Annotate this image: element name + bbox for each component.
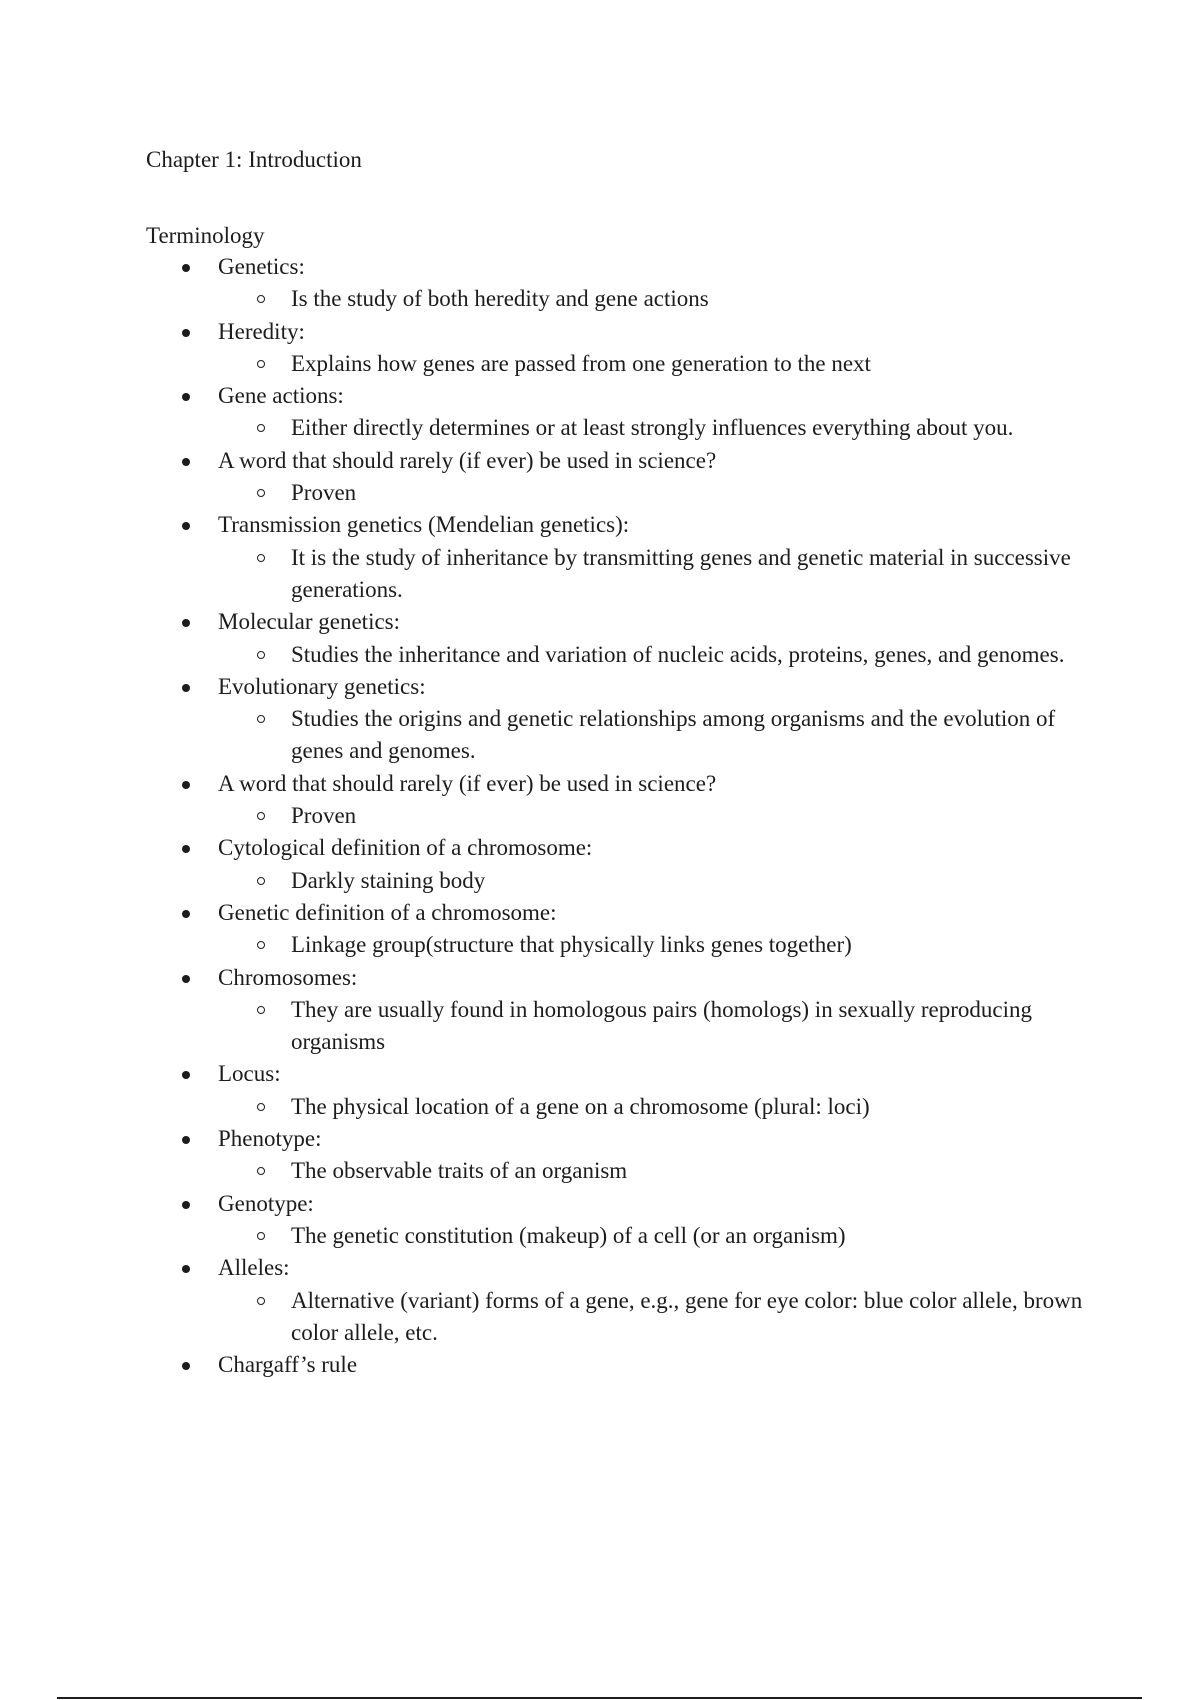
term-item	[146, 1252, 1086, 1349]
term-label: Transmission genetics (Mendelian genetics):	[218, 512, 630, 538]
hollow-bullet-icon	[257, 877, 265, 885]
bullet-icon	[182, 684, 190, 692]
term-label: Gene actions:	[218, 383, 344, 409]
definition-list	[218, 542, 1086, 607]
term-item	[146, 1123, 1086, 1188]
definition-list	[218, 412, 1086, 444]
bullet-icon	[182, 1136, 190, 1144]
term-label: Chromosomes:	[218, 964, 358, 990]
definition-item	[218, 283, 1086, 315]
hollow-bullet-icon	[257, 489, 265, 497]
term-item	[146, 251, 1086, 316]
term-item	[146, 1188, 1086, 1253]
bullet-icon	[182, 845, 190, 853]
definition-item	[218, 929, 1086, 961]
term-label: Genetics:	[218, 254, 305, 279]
definition-list	[218, 865, 1086, 897]
definition-text: The physical location of a gene on a chromosome (plural: loci)	[291, 1093, 870, 1119]
bullet-icon	[182, 458, 190, 466]
bullet-icon	[182, 1362, 190, 1370]
definition-item	[218, 542, 1086, 607]
definition-item	[218, 1285, 1086, 1350]
definition-item	[218, 994, 1086, 1059]
definition-text: Proven	[291, 803, 357, 829]
chapter-title: Chapter 1: Introduction	[146, 147, 362, 172]
term-item	[146, 380, 1086, 445]
bullet-icon	[182, 1265, 190, 1273]
definition-item	[218, 1155, 1086, 1187]
hollow-bullet-icon	[257, 424, 265, 432]
term-item	[146, 768, 1086, 833]
definition-item	[218, 412, 1086, 444]
hollow-bullet-icon	[257, 651, 265, 659]
definition-list	[218, 929, 1086, 961]
hollow-bullet-icon	[257, 1103, 265, 1111]
hollow-bullet-icon	[257, 1006, 265, 1014]
term-label: Locus:	[218, 1061, 281, 1087]
term-item	[146, 445, 1086, 510]
definition-text: Either directly determines or at least strongly influences everything about you.	[291, 415, 1014, 441]
bullet-icon	[182, 1201, 190, 1209]
definition-list	[218, 283, 1086, 315]
definition-list	[218, 703, 1086, 768]
definition-list	[218, 639, 1086, 671]
definition-list	[218, 1285, 1086, 1350]
hollow-bullet-icon	[257, 360, 265, 368]
term-item	[146, 832, 1086, 897]
term-label: Evolutionary genetics:	[218, 673, 426, 699]
hollow-bullet-icon	[257, 554, 265, 562]
term-item	[146, 509, 1086, 606]
term-label: Alleles:	[218, 1255, 290, 1281]
definition-text: Studies the inheritance and variation of nucleic acids, proteins, genes, and genomes.	[291, 641, 1065, 667]
term-label: Genotype:	[218, 1190, 314, 1216]
bullet-icon	[182, 329, 190, 337]
term-label: Cytological definition of a chromosome:	[218, 835, 593, 861]
definition-text: Explains how genes are passed from one generation to the next	[291, 350, 871, 376]
term-item	[146, 606, 1086, 671]
bullet-icon	[182, 781, 190, 789]
definition-list	[218, 1091, 1086, 1123]
definition-text: Is the study of both heredity and gene actions	[291, 286, 709, 312]
section-title: Terminology	[146, 223, 265, 248]
term-item	[146, 671, 1086, 768]
definition-text: Studies the origins and genetic relationships among organisms and the evolution of genes and genomes.	[291, 706, 1056, 764]
page-bottom-rule	[57, 1697, 1142, 1699]
bullet-icon	[182, 264, 190, 272]
definition-list	[218, 994, 1086, 1059]
term-label: Chargaff’s rule	[218, 1352, 358, 1378]
hollow-bullet-icon	[257, 295, 265, 303]
definition-item	[218, 1091, 1086, 1123]
hollow-bullet-icon	[257, 1232, 265, 1240]
bullet-icon	[182, 522, 190, 530]
term-label: A word that should rarely (if ever) be used in science?	[218, 447, 717, 473]
hollow-bullet-icon	[257, 1297, 265, 1305]
hollow-bullet-icon	[257, 1167, 265, 1175]
hollow-bullet-icon	[257, 812, 265, 820]
definition-item	[218, 865, 1086, 897]
definition-item	[218, 1220, 1086, 1252]
term-label: Phenotype:	[218, 1126, 322, 1152]
definition-item	[218, 348, 1086, 380]
definition-list	[218, 800, 1086, 832]
term-item	[146, 897, 1086, 962]
definition-text: The genetic constitution (makeup) of a cell (or an organism)	[291, 1222, 846, 1248]
bullet-icon	[182, 393, 190, 401]
definition-text: Proven	[291, 480, 357, 506]
term-item	[146, 1349, 1086, 1381]
definition-list	[218, 477, 1086, 509]
term-item	[146, 316, 1086, 381]
definition-text: Linkage group(structure that physically links genes together)	[291, 932, 852, 958]
term-label: Molecular genetics:	[218, 609, 401, 635]
bullet-icon	[182, 1071, 190, 1079]
bullet-icon	[182, 619, 190, 627]
definition-text: They are usually found in homologous pairs (homologs) in sexually reproducing organisms	[291, 996, 1032, 1055]
bullet-icon	[182, 910, 190, 918]
definition-text: Alternative (variant) forms of a gene, e.g., gene for eye color: blue color allele, brown color allele, etc.	[291, 1287, 1083, 1345]
term-item	[146, 1058, 1086, 1123]
definition-item	[218, 800, 1086, 832]
definition-item	[218, 639, 1086, 671]
hollow-bullet-icon	[257, 715, 265, 723]
term-item	[146, 962, 1086, 1059]
definition-item	[218, 477, 1086, 509]
definition-list	[218, 348, 1086, 380]
definition-item	[218, 703, 1086, 768]
definition-text: The observable traits of an organism	[291, 1158, 628, 1184]
definition-list	[218, 1220, 1086, 1252]
definition-list	[218, 1155, 1086, 1187]
definition-text: It is the study of inheritance by transmitting genes and genetic material in successive generations.	[291, 544, 1071, 602]
term-label: Genetic definition of a chromosome:	[218, 899, 557, 925]
term-label: A word that should rarely (if ever) be used in science?	[218, 770, 717, 796]
bullet-icon	[182, 975, 190, 983]
definition-text: Darkly staining body	[291, 867, 486, 893]
term-label: Heredity:	[218, 318, 305, 344]
terminology-list	[146, 251, 1086, 1381]
hollow-bullet-icon	[257, 941, 265, 949]
